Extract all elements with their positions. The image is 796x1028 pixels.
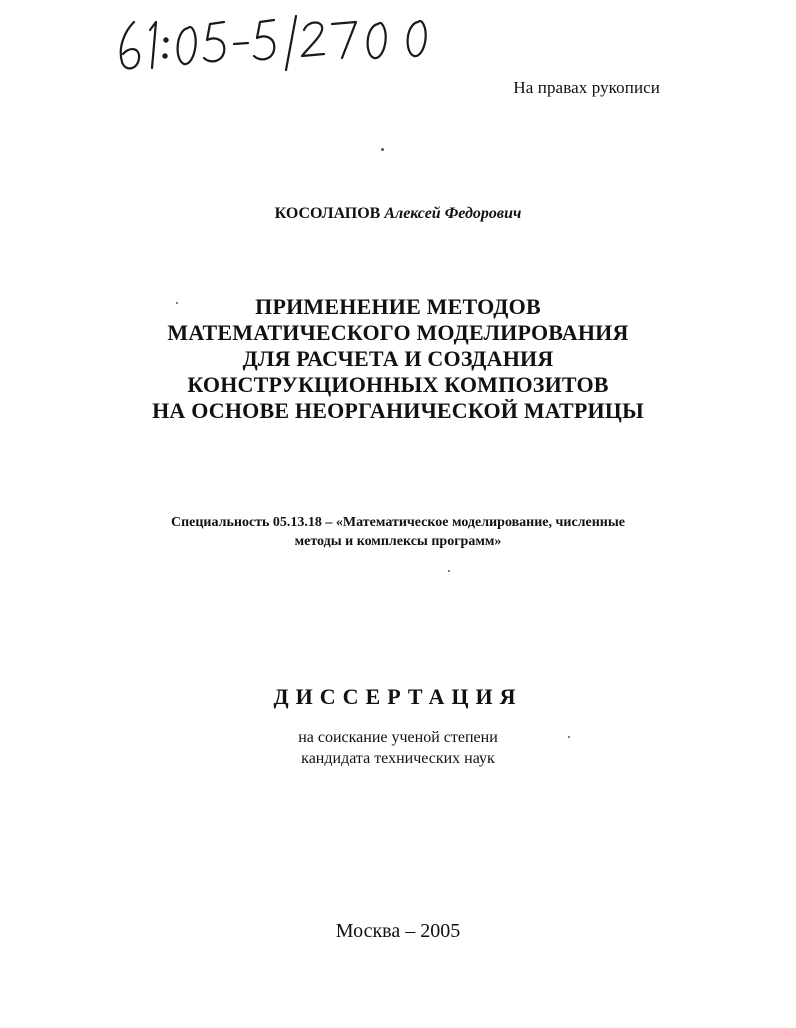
specialty-line: методы и комплексы программ» — [294, 534, 502, 549]
degree-line: на соискание ученой степени — [298, 729, 498, 746]
scan-speck — [568, 736, 570, 738]
handwritten-archive-code-drawing — [112, 8, 452, 78]
degree-statement — [0, 727, 796, 769]
author-name — [0, 205, 796, 223]
scan-speck — [448, 570, 450, 572]
author-surname: КОСОЛАПОВ — [274, 205, 381, 222]
dissertation-title — [0, 294, 796, 424]
author-given-names: Алексей Федорович — [384, 205, 522, 222]
degree-line: кандидата технических наук — [301, 750, 495, 767]
rights-note: На правах рукописи — [513, 78, 660, 97]
scan-speck — [381, 148, 384, 151]
title-line: НА ОСНОВЕ НЕОРГАНИЧЕСКОЙ МАТРИЦЫ — [152, 398, 644, 423]
scan-speck — [176, 302, 178, 304]
specialty — [0, 513, 796, 551]
document-type: ДИССЕРТАЦИЯ — [273, 684, 523, 709]
handwritten-archive-code — [112, 8, 452, 78]
title-line: ДЛЯ РАСЧЕТА И СОЗДАНИЯ — [242, 346, 554, 371]
title-line: ПРИМЕНЕНИЕ МЕТОДОВ — [255, 294, 541, 319]
title-line: КОНСТРУКЦИОННЫХ КОМПОЗИТОВ — [187, 372, 609, 397]
city-year: Москва – 2005 — [335, 920, 461, 942]
title-line: МАТЕМАТИЧЕСКОГО МОДЕЛИРОВАНИЯ — [167, 320, 629, 345]
specialty-line: Специальность 05.13.18 – «Математическое моделирование, численные — [170, 515, 626, 530]
